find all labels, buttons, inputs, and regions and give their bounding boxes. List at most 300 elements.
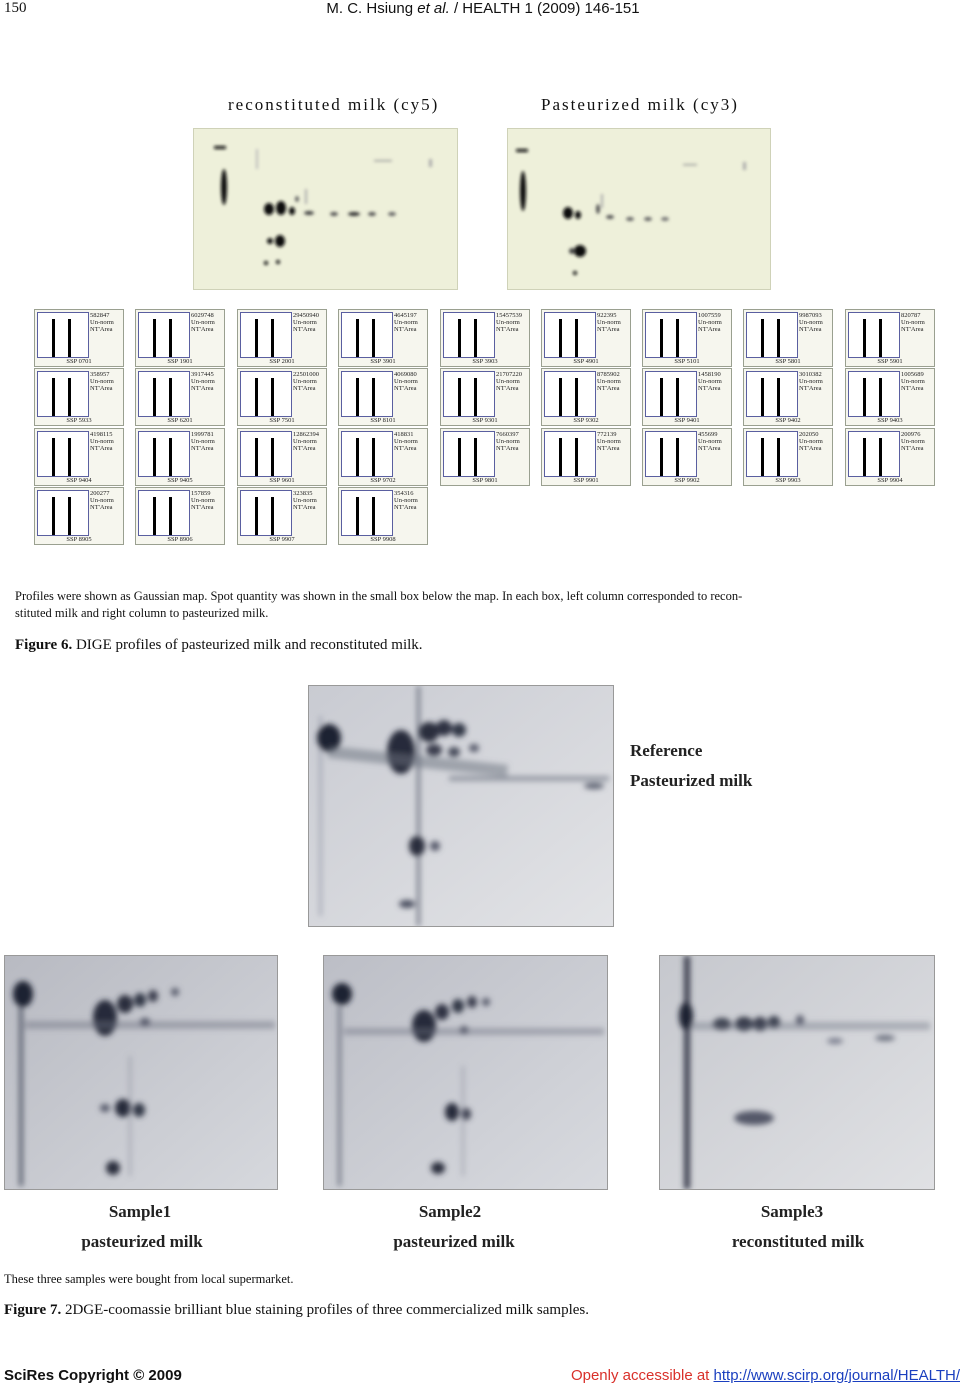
ssp-label: SSP 9902 <box>674 477 700 484</box>
dige-box <box>743 428 833 486</box>
dige-profile-plot <box>848 371 900 417</box>
dige-profile-plot <box>645 371 697 417</box>
figure6-note <box>15 588 955 622</box>
ssp-label: SSP 8906 <box>167 536 193 543</box>
dige-spot-info <box>597 312 630 333</box>
pasteurized-column-bar <box>575 319 578 357</box>
ssp-label: SSP 5801 <box>775 358 801 365</box>
pasteurized-column-bar <box>474 438 477 476</box>
spot-info-line: Un-norm <box>293 319 317 326</box>
spot-info-line: Un-norm <box>90 497 114 504</box>
spot-info-line: NT'Area <box>799 385 822 392</box>
spot-quantity-value: 3010382 <box>799 371 822 378</box>
dige-profile-plot <box>341 371 393 417</box>
page-number: 150 <box>4 0 27 16</box>
dige-profile-plot <box>443 431 495 477</box>
reconstituted-column-bar <box>559 319 562 357</box>
dige-spot-info <box>901 312 934 333</box>
dige-spot-info <box>394 490 427 511</box>
reconstituted-column-bar <box>660 438 663 476</box>
figure7-caption-label: Figure 7. <box>4 1302 62 1318</box>
spot-info-line: Un-norm <box>496 438 520 445</box>
spot-quantity-value: 582847 <box>90 312 110 319</box>
dige-box <box>135 368 225 426</box>
spot-info-line: NT'Area <box>90 504 113 511</box>
dige-box <box>642 368 732 426</box>
dige-box <box>642 428 732 486</box>
reconstituted-column-bar <box>356 497 359 535</box>
spot-quantity-value: 1999781 <box>191 431 214 438</box>
ssp-label: SSP 9402 <box>775 417 801 424</box>
dige-spot-info <box>496 371 529 392</box>
ssp-label: SSP 9403 <box>877 417 903 424</box>
dige-box <box>34 487 124 545</box>
ssp-label: SSP 5101 <box>674 358 700 365</box>
sample2-gel-image <box>323 955 608 1190</box>
ssp-label: SSP 9405 <box>167 477 193 484</box>
dige-profile-plot <box>37 371 89 417</box>
dige-profile-plot <box>746 431 798 477</box>
dige-spot-info <box>191 490 224 511</box>
figure6-caption-text: DIGE profiles of pasteurized milk and reconstituted milk. <box>72 637 423 653</box>
dige-spot-info <box>293 371 326 392</box>
spot-info-line: Un-norm <box>496 319 520 326</box>
reconstituted-column-bar <box>761 319 764 357</box>
pasteurized-column-bar <box>271 497 274 535</box>
dige-box <box>34 309 124 367</box>
spot-quantity-value: 29450940 <box>293 312 319 319</box>
sample2-name: Sample2 <box>418 1202 482 1221</box>
dige-profile-plot <box>138 490 190 536</box>
spot-info-line: NT'Area <box>394 385 417 392</box>
spot-info-line: Un-norm <box>799 319 823 326</box>
reconstituted-column-bar <box>52 378 55 416</box>
dige-spot-info <box>597 431 630 452</box>
dige-spot-info <box>394 431 427 452</box>
reconstituted-column-bar <box>153 378 156 416</box>
dige-box <box>135 428 225 486</box>
dige-profile-plot <box>848 312 900 358</box>
spot-info-line: Un-norm <box>901 319 925 326</box>
spot-info-line: NT'Area <box>597 326 620 333</box>
pasteurized-column-bar <box>271 378 274 416</box>
pasteurized-column-bar <box>676 319 679 357</box>
ssp-label: SSP 1901 <box>167 358 193 365</box>
dige-spot-info <box>597 371 630 392</box>
figure6-caption <box>15 637 423 654</box>
reference-gel-image <box>308 685 614 927</box>
figure7-caption <box>4 1302 589 1319</box>
pasteurized-column-bar <box>271 438 274 476</box>
dige-profile-plot <box>341 490 393 536</box>
spot-info-line: Un-norm <box>293 438 317 445</box>
spot-info-line: Un-norm <box>90 438 114 445</box>
reconstituted-column-bar <box>255 378 258 416</box>
ssp-label: SSP 2001 <box>269 358 295 365</box>
spot-quantity-value: 358957 <box>90 371 110 378</box>
spot-info-line: NT'Area <box>293 326 316 333</box>
dige-spot-info <box>191 312 224 333</box>
spot-info-line: Un-norm <box>191 319 215 326</box>
spot-info-line: NT'Area <box>698 326 721 333</box>
reconstituted-column-bar <box>356 438 359 476</box>
figure6-note-line1: Profiles were shown as Gaussian map. Spot quantity was shown in the small box below the map. In each box, left column corresponded to recon- <box>15 589 743 603</box>
dige-spot-info <box>901 371 934 392</box>
ssp-label: SSP 9404 <box>66 477 92 484</box>
spot-quantity-value: 200976 <box>901 431 921 438</box>
ssp-label: SSP 9908 <box>370 536 396 543</box>
reconstituted-column-bar <box>255 497 258 535</box>
ssp-label: SSP 7501 <box>269 417 295 424</box>
dige-profile-plot <box>37 312 89 358</box>
ssp-label: SSP 9401 <box>674 417 700 424</box>
reconstituted-column-bar <box>52 438 55 476</box>
ssp-label: SSP 8905 <box>66 536 92 543</box>
pasteurized-column-bar <box>68 319 71 357</box>
spot-quantity-value: 202050 <box>799 431 819 438</box>
spot-quantity-value: 3917445 <box>191 371 214 378</box>
dige-profile-plot <box>37 431 89 477</box>
dige-spot-info <box>394 312 427 333</box>
dige-profile-plot <box>138 312 190 358</box>
dige-spot-info <box>191 371 224 392</box>
spot-quantity-value: 22501000 <box>293 371 319 378</box>
reconstituted-column-bar <box>660 319 663 357</box>
dige-profile-plot <box>746 371 798 417</box>
spot-info-line: NT'Area <box>901 445 924 452</box>
spot-info-line: NT'Area <box>191 385 214 392</box>
figure7-note: These three samples were bought from local supermarket. <box>4 1272 294 1286</box>
reconstituted-column-bar <box>559 438 562 476</box>
spot-quantity-value: 4645197 <box>394 312 417 319</box>
pasteurized-column-bar <box>68 378 71 416</box>
spot-quantity-value: 8785902 <box>597 371 620 378</box>
pasteurized-column-bar <box>372 497 375 535</box>
pasteurized-column-bar <box>372 319 375 357</box>
reconstituted-column-bar <box>153 438 156 476</box>
dige-box <box>845 368 935 426</box>
reconstituted-column-bar <box>153 497 156 535</box>
pasteurized-column-bar <box>372 438 375 476</box>
spot-quantity-value: 15457539 <box>496 312 522 319</box>
spot-info-line: Un-norm <box>293 378 317 385</box>
dige-spot-info <box>90 312 123 333</box>
dige-box <box>743 309 833 367</box>
spot-info-line: NT'Area <box>597 385 620 392</box>
dige-profile-plot <box>544 371 596 417</box>
spot-quantity-value: 6029748 <box>191 312 214 319</box>
gel-left-title: reconstituted milk (cy5) <box>228 95 440 114</box>
dige-box <box>338 487 428 545</box>
gel-image-pasteurized <box>507 128 771 290</box>
dige-spot-info <box>698 431 731 452</box>
pasteurized-column-bar <box>372 378 375 416</box>
ssp-label: SSP 9907 <box>269 536 295 543</box>
dige-box <box>237 368 327 426</box>
sample3-gel-image <box>659 955 935 1190</box>
gel-image-reconstituted <box>193 128 458 290</box>
dige-box <box>541 309 631 367</box>
pasteurized-column-bar <box>169 378 172 416</box>
spot-quantity-value: 354316 <box>394 490 414 497</box>
spot-info-line: NT'Area <box>90 385 113 392</box>
ssp-label: SSP 5901 <box>877 358 903 365</box>
reconstituted-column-bar <box>458 319 461 357</box>
pasteurized-column-bar <box>777 438 780 476</box>
dige-profile-plot <box>240 431 292 477</box>
pasteurized-column-bar <box>879 319 882 357</box>
ssp-label: SSP 9301 <box>472 417 498 424</box>
spot-info-line: NT'Area <box>698 445 721 452</box>
running-head-authors: M. C. Hsiung <box>326 0 418 17</box>
reconstituted-column-bar <box>660 378 663 416</box>
spot-info-line: Un-norm <box>698 319 722 326</box>
ssp-label: SSP 9702 <box>370 477 396 484</box>
dige-profile-plot <box>645 431 697 477</box>
dige-spot-info <box>799 312 832 333</box>
reconstituted-column-bar <box>458 378 461 416</box>
pasteurized-column-bar <box>575 378 578 416</box>
dige-spot-info <box>496 431 529 452</box>
dige-spot-info <box>698 312 731 333</box>
spot-info-line: NT'Area <box>496 326 519 333</box>
ssp-label: SSP 3901 <box>370 358 396 365</box>
sample1-name: Sample1 <box>108 1202 172 1221</box>
dige-spot-info <box>293 312 326 333</box>
reconstituted-column-bar <box>255 319 258 357</box>
spot-info-line: NT'Area <box>90 326 113 333</box>
spot-info-line: Un-norm <box>901 438 925 445</box>
spot-info-line: NT'Area <box>698 385 721 392</box>
spot-quantity-value: 323835 <box>293 490 313 497</box>
spot-quantity-value: 418831 <box>394 431 414 438</box>
pasteurized-column-bar <box>169 438 172 476</box>
dige-profile-plot <box>341 431 393 477</box>
journal-url-link[interactable]: http://www.scirp.org/journal/HEALTH/ <box>713 1367 960 1384</box>
dige-box <box>541 368 631 426</box>
reconstituted-column-bar <box>559 378 562 416</box>
spot-info-line: NT'Area <box>293 385 316 392</box>
dige-profile-plot <box>848 431 900 477</box>
spot-info-line: Un-norm <box>597 438 621 445</box>
spot-quantity-value: 9987093 <box>799 312 822 319</box>
reconstituted-column-bar <box>458 438 461 476</box>
spot-info-line: Un-norm <box>191 438 215 445</box>
pasteurized-column-bar <box>676 378 679 416</box>
ssp-label: SSP 9601 <box>269 477 295 484</box>
dige-spot-info <box>90 490 123 511</box>
spot-quantity-value: 772139 <box>597 431 617 438</box>
dige-spot-info <box>293 431 326 452</box>
spot-info-line: NT'Area <box>496 445 519 452</box>
pasteurized-column-bar <box>169 497 172 535</box>
reconstituted-column-bar <box>153 319 156 357</box>
ssp-label: SSP 0701 <box>66 358 92 365</box>
running-head <box>0 0 966 17</box>
dige-spot-info <box>496 312 529 333</box>
spot-info-line: NT'Area <box>901 385 924 392</box>
spot-info-line: Un-norm <box>394 438 418 445</box>
dige-box <box>34 368 124 426</box>
spot-quantity-value: 12862394 <box>293 431 319 438</box>
reference-sub-label: Pasteurized milk <box>630 771 753 790</box>
spot-info-line: Un-norm <box>799 378 823 385</box>
pasteurized-column-bar <box>169 319 172 357</box>
reconstituted-column-bar <box>863 378 866 416</box>
sample1-type: pasteurized milk <box>81 1232 203 1251</box>
dige-box <box>237 428 327 486</box>
reconstituted-column-bar <box>863 438 866 476</box>
dige-profile-plot <box>443 312 495 358</box>
spot-quantity-value: 7660397 <box>496 431 519 438</box>
dige-spot-info <box>191 431 224 452</box>
pasteurized-column-bar <box>68 438 71 476</box>
pasteurized-column-bar <box>879 378 882 416</box>
dige-spot-info <box>799 431 832 452</box>
dige-box <box>845 428 935 486</box>
ssp-label: SSP 9801 <box>472 477 498 484</box>
dige-box <box>135 309 225 367</box>
figure7-caption-text: 2DGE-coomassie brilliant blue staining profiles of three commercialized milk samples. <box>61 1302 589 1318</box>
sample2-type: pasteurized milk <box>393 1232 515 1251</box>
pasteurized-column-bar <box>879 438 882 476</box>
sample3-name: Sample3 <box>760 1202 824 1221</box>
footer-access <box>571 1367 960 1384</box>
spot-info-line: NT'Area <box>191 504 214 511</box>
dige-box <box>743 368 833 426</box>
pasteurized-column-bar <box>474 378 477 416</box>
spot-info-line: Un-norm <box>597 319 621 326</box>
pasteurized-column-bar <box>575 438 578 476</box>
dige-box <box>338 368 428 426</box>
spot-info-line: NT'Area <box>394 326 417 333</box>
ssp-label: SSP 8101 <box>370 417 396 424</box>
spot-info-line: NT'Area <box>394 445 417 452</box>
dige-profile-plot <box>240 371 292 417</box>
reconstituted-column-bar <box>255 438 258 476</box>
pasteurized-column-bar <box>777 378 780 416</box>
dige-profile-plot <box>544 431 596 477</box>
spot-info-line: Un-norm <box>901 378 925 385</box>
dige-spot-info <box>901 431 934 452</box>
ssp-label: SSP 9302 <box>573 417 599 424</box>
reconstituted-column-bar <box>356 378 359 416</box>
spot-info-line: Un-norm <box>698 378 722 385</box>
spot-quantity-value: 4198115 <box>90 431 113 438</box>
spot-info-line: NT'Area <box>191 326 214 333</box>
spot-info-line: Un-norm <box>394 497 418 504</box>
dige-box <box>440 309 530 367</box>
dige-spot-info <box>698 371 731 392</box>
sample1-gel-image <box>4 955 278 1190</box>
dige-profile-plot <box>746 312 798 358</box>
dige-box <box>440 428 530 486</box>
spot-info-line: Un-norm <box>191 378 215 385</box>
spot-quantity-value: 200277 <box>90 490 110 497</box>
dige-spot-info <box>90 431 123 452</box>
dige-profile-plot <box>240 312 292 358</box>
spot-info-line: Un-norm <box>698 438 722 445</box>
dige-profile-plot <box>138 431 190 477</box>
dige-profile-plot <box>240 490 292 536</box>
spot-info-line: NT'Area <box>496 385 519 392</box>
reconstituted-column-bar <box>52 319 55 357</box>
dige-box <box>440 368 530 426</box>
reconstituted-column-bar <box>761 378 764 416</box>
reconstituted-column-bar <box>356 319 359 357</box>
spot-info-line: Un-norm <box>293 497 317 504</box>
footer-access-text: Openly accessible at <box>570 1367 714 1384</box>
dige-box <box>845 309 935 367</box>
spot-quantity-value: 4069080 <box>394 371 417 378</box>
dige-spot-info <box>799 371 832 392</box>
ssp-label: SSP 9903 <box>775 477 801 484</box>
spot-quantity-value: 1458190 <box>698 371 721 378</box>
pasteurized-column-bar <box>777 319 780 357</box>
dige-spot-info <box>293 490 326 511</box>
spot-info-line: NT'Area <box>90 445 113 452</box>
ssp-label: SSP 9901 <box>573 477 599 484</box>
reconstituted-column-bar <box>761 438 764 476</box>
dige-box <box>34 428 124 486</box>
pasteurized-column-bar <box>474 319 477 357</box>
dige-spot-info <box>394 371 427 392</box>
spot-info-line: NT'Area <box>191 445 214 452</box>
dige-spot-info <box>90 371 123 392</box>
reference-label: Reference <box>630 741 703 760</box>
spot-info-line: NT'Area <box>394 504 417 511</box>
spot-info-line: Un-norm <box>191 497 215 504</box>
ssp-label: SSP 6201 <box>167 417 193 424</box>
spot-info-line: NT'Area <box>901 326 924 333</box>
spot-info-line: NT'Area <box>799 445 822 452</box>
spot-quantity-value: 21707220 <box>496 371 522 378</box>
pasteurized-column-bar <box>68 497 71 535</box>
spot-info-line: NT'Area <box>293 445 316 452</box>
figure6-note-line2: stituted milk and right column to pasteurized milk. <box>15 606 269 620</box>
reconstituted-column-bar <box>52 497 55 535</box>
ssp-label: SSP 4901 <box>573 358 599 365</box>
spot-info-line: Un-norm <box>496 378 520 385</box>
spot-quantity-value: 922395 <box>597 312 617 319</box>
ssp-label: SSP 3903 <box>472 358 498 365</box>
spot-info-line: Un-norm <box>597 378 621 385</box>
dige-box <box>541 428 631 486</box>
spot-quantity-value: 1005689 <box>901 371 924 378</box>
figure6-caption-label: Figure 6. <box>15 637 73 653</box>
pasteurized-column-bar <box>271 319 274 357</box>
spot-quantity-value: 820787 <box>901 312 921 319</box>
dige-box <box>237 487 327 545</box>
sample3-type: reconstituted milk <box>731 1232 865 1251</box>
spot-info-line: Un-norm <box>90 319 114 326</box>
dige-box <box>135 487 225 545</box>
dige-profile-plot <box>443 371 495 417</box>
reconstituted-column-bar <box>863 319 866 357</box>
pasteurized-column-bar <box>676 438 679 476</box>
dige-profile-plot <box>544 312 596 358</box>
dige-box <box>338 428 428 486</box>
running-head-etal: et al. <box>417 0 450 17</box>
dige-profile-plot <box>138 371 190 417</box>
gel-right-title: Pasteurized milk (cy3) <box>541 95 739 114</box>
dige-box <box>642 309 732 367</box>
dige-box <box>338 309 428 367</box>
dige-profile-plot <box>37 490 89 536</box>
spot-info-line: Un-norm <box>799 438 823 445</box>
ssp-label: SSP 5933 <box>66 417 92 424</box>
dige-box <box>237 309 327 367</box>
